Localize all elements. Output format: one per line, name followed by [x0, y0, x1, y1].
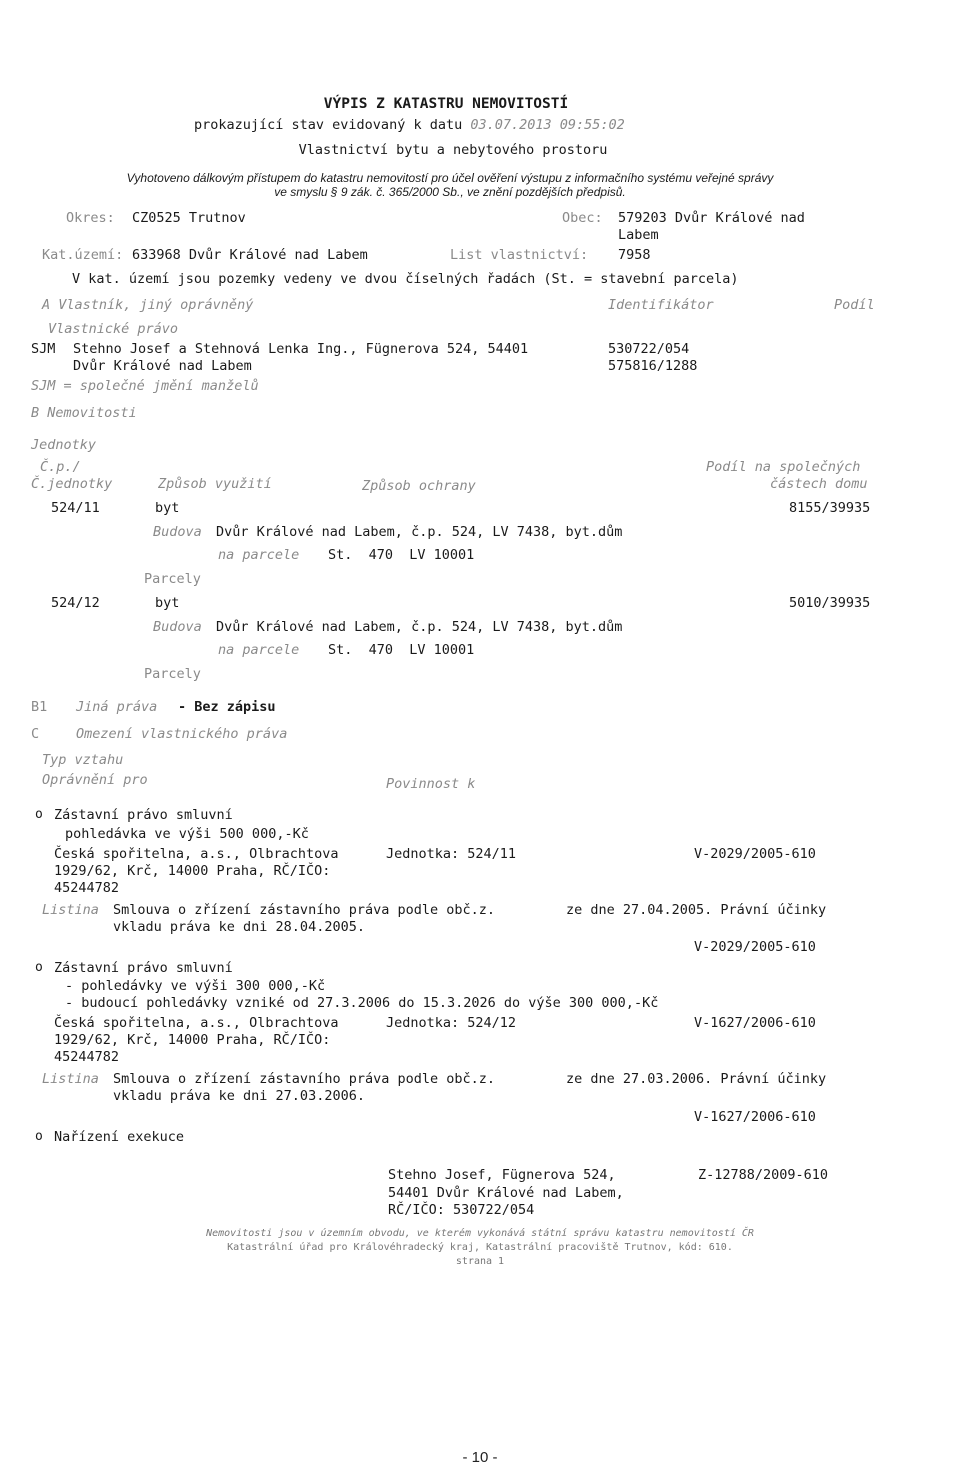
- subtitle-date: 03.07.2013 09:55:02: [470, 117, 625, 133]
- section-b-heading: B Nemovitosti: [31, 405, 137, 421]
- section-b1-value: - Bez zápisu: [178, 699, 276, 715]
- entry-reference: V-1627/2006-610: [694, 1015, 816, 1031]
- listina-reference: V-1627/2006-610: [694, 1109, 816, 1125]
- building-value: Dvůr Králové nad Labem, č.p. 524, LV 7438, byt.dům: [216, 619, 623, 635]
- parcels-label: Parcely: [144, 666, 201, 682]
- listina-date: ze dne 27.04.2005. Právní účinky: [566, 902, 827, 918]
- document-type: Vlastnictví bytu a nebytového prostoru: [298, 142, 608, 158]
- entry-bullet: o: [35, 960, 43, 975]
- listina-label: Listina: [42, 1071, 99, 1087]
- creditor-unit: Jednotka: 524/12: [386, 1015, 517, 1031]
- execution-party-line-2: 54401 Dvůr Králové nad Labem,: [388, 1185, 624, 1201]
- col-common-share-2: částech domu: [770, 476, 868, 492]
- unit-number: 524/11: [51, 500, 100, 516]
- unit-use: byt: [155, 500, 180, 516]
- building-label: Budova: [153, 524, 202, 540]
- entry-detail: - pohledávky ve výši 300 000,-Kč: [65, 978, 326, 994]
- col-share: Podíl: [834, 297, 875, 313]
- subtitle: [194, 117, 625, 133]
- unit-number: 524/12: [51, 595, 100, 611]
- execution-title: Nařízení exekuce: [54, 1129, 185, 1145]
- obec-value: 579203 Dvůr Králové nad: [618, 210, 805, 226]
- entry-bullet: o: [35, 807, 43, 822]
- creditor-line-1: Česká spořitelna, a.s., Olbrachtova: [54, 1015, 339, 1031]
- creditor-line-1: Česká spořitelna, a.s., Olbrachtova: [54, 846, 339, 862]
- section-c-heading: Omezení vlastnického práva: [76, 726, 288, 742]
- listina-date: ze dne 27.03.2006. Právní účinky: [566, 1071, 827, 1087]
- execution-bullet: o: [35, 1129, 43, 1144]
- okres-value: CZ0525 Trutnov: [132, 210, 246, 226]
- owner-line-2: Dvůr Králové nad Labem: [73, 358, 252, 374]
- col-use: Způsob využití: [158, 476, 272, 492]
- ownership-subheading: Vlastnické právo: [48, 321, 179, 337]
- col-unit: Č.jednotky: [31, 476, 113, 492]
- entry-title: Zástavní právo smluvní: [54, 807, 233, 823]
- col-protection: Způsob ochrany: [362, 478, 476, 494]
- parcel-note: V kat. území jsou pozemky vedeny ve dvou číselných řadách (St. = stavební parcela): [72, 271, 739, 287]
- owner-id-1: 530722/054: [608, 341, 690, 357]
- unit-share: 5010/39935: [789, 595, 871, 611]
- building-value: Dvůr Králové nad Labem, č.p. 524, LV 7438, byt.dům: [216, 524, 623, 540]
- katuzemi-value: 633968 Dvůr Králové nad Labem: [132, 247, 368, 263]
- listina-label: Listina: [42, 902, 99, 918]
- col-common-share-1: Podíl na společných: [706, 459, 861, 475]
- parcel-value: St. 470 LV 10001: [328, 547, 475, 563]
- entry-detail: - budoucí pohledávky vzniké od 27.3.2006 do 15.3.2026 do výše 300 000,-Kč: [65, 995, 659, 1011]
- obec-label: Obec:: [562, 210, 603, 226]
- page-number: - 10 -: [462, 1449, 498, 1466]
- sjm-note: SJM = společné jmění manželů: [31, 378, 259, 394]
- unit-share: 8155/39935: [789, 500, 871, 516]
- okres-label: Okres:: [66, 210, 115, 226]
- listina-text: Smlouva o zřízení zástavního práva podle obč.z.: [113, 1071, 496, 1087]
- list-label: List vlastnictví:: [450, 247, 589, 263]
- parcel-label: na parcele: [218, 547, 300, 563]
- creditor-line-2: 1929/62, Krč, 14000 Praha, RČ/IČO:: [54, 1032, 331, 1048]
- footer-line-2: Katastrální úřad pro Královéhradecký kraj, Katastrální pracoviště Trutnov, kód: 610.: [227, 1242, 733, 1253]
- creditor-line-3: 45244782: [54, 880, 120, 896]
- col-obligation: Povinnost k: [386, 776, 476, 792]
- listina-reference: V-2029/2005-610: [694, 939, 816, 955]
- entry-detail: pohledávka ve výši 500 000,-Kč: [65, 826, 309, 842]
- section-b1-heading: Jiná práva: [76, 699, 158, 715]
- owner-prefix: SJM: [31, 341, 56, 357]
- parcels-label: Parcely: [144, 571, 201, 587]
- footer-line-1: Nemovitosti jsou v územním obvodu, ve kterém vykonává státní správu katastru nemovitostí ČR: [206, 1228, 754, 1239]
- entry-reference: V-2029/2005-610: [694, 846, 816, 862]
- obec-value-line2: Labem: [618, 227, 659, 243]
- list-value: 7958: [618, 247, 651, 263]
- note-line-2: ve smyslu § 9 zák. č. 365/2000 Sb., ve znění pozdějších předpisů.: [274, 185, 626, 199]
- execution-party-line-1: Stehno Josef, Fügnerova 524,: [388, 1167, 616, 1183]
- unit-use: byt: [155, 595, 180, 611]
- katuzemi-label: Kat.území:: [42, 247, 124, 263]
- col-relation-type: Typ vztahu: [42, 752, 124, 768]
- document-title: VÝPIS Z KATASTRU NEMOVITOSTÍ: [323, 96, 569, 112]
- listina-text-2: vkladu práva ke dni 28.04.2005.: [113, 919, 365, 935]
- col-identifier: Identifikátor: [608, 297, 714, 313]
- footer-page-label: strana 1: [455, 1256, 505, 1267]
- execution-party-line-3: RČ/IČO: 530722/054: [388, 1202, 535, 1218]
- listina-text: Smlouva o zřízení zástavního práva podle obč.z.: [113, 902, 496, 918]
- col-entitled: Oprávnění pro: [42, 772, 148, 788]
- creditor-line-2: 1929/62, Krč, 14000 Praha, RČ/IČO:: [54, 863, 331, 879]
- units-subheading: Jednotky: [31, 437, 97, 453]
- building-label: Budova: [153, 619, 202, 635]
- col-cp: Č.p./: [40, 459, 81, 475]
- note-line-1: Vyhotoveno dálkovým přístupem do katastru nemovitostí pro účel ověření výstupu z informačního systému veřejné správy: [126, 171, 774, 185]
- owner-line-1: Stehno Josef a Stehnová Lenka Ing., Fügnerova 524, 54401: [73, 341, 529, 357]
- listina-text-2: vkladu práva ke dni 27.03.2006.: [113, 1088, 365, 1104]
- creditor-line-3: 45244782: [54, 1049, 120, 1065]
- owner-id-2: 575816/1288: [608, 358, 698, 374]
- section-c-label: C: [31, 726, 40, 742]
- execution-reference: Z-12788/2009-610: [698, 1167, 829, 1183]
- parcel-value: St. 470 LV 10001: [328, 642, 475, 658]
- subtitle-prefix: prokazující stav evidovaný k datu: [194, 117, 463, 133]
- entry-title: Zástavní právo smluvní: [54, 960, 233, 976]
- parcel-label: na parcele: [218, 642, 300, 658]
- section-a-heading: A Vlastník, jiný oprávněný: [42, 297, 254, 313]
- creditor-unit: Jednotka: 524/11: [386, 846, 517, 862]
- section-b1-label: B1: [31, 699, 48, 715]
